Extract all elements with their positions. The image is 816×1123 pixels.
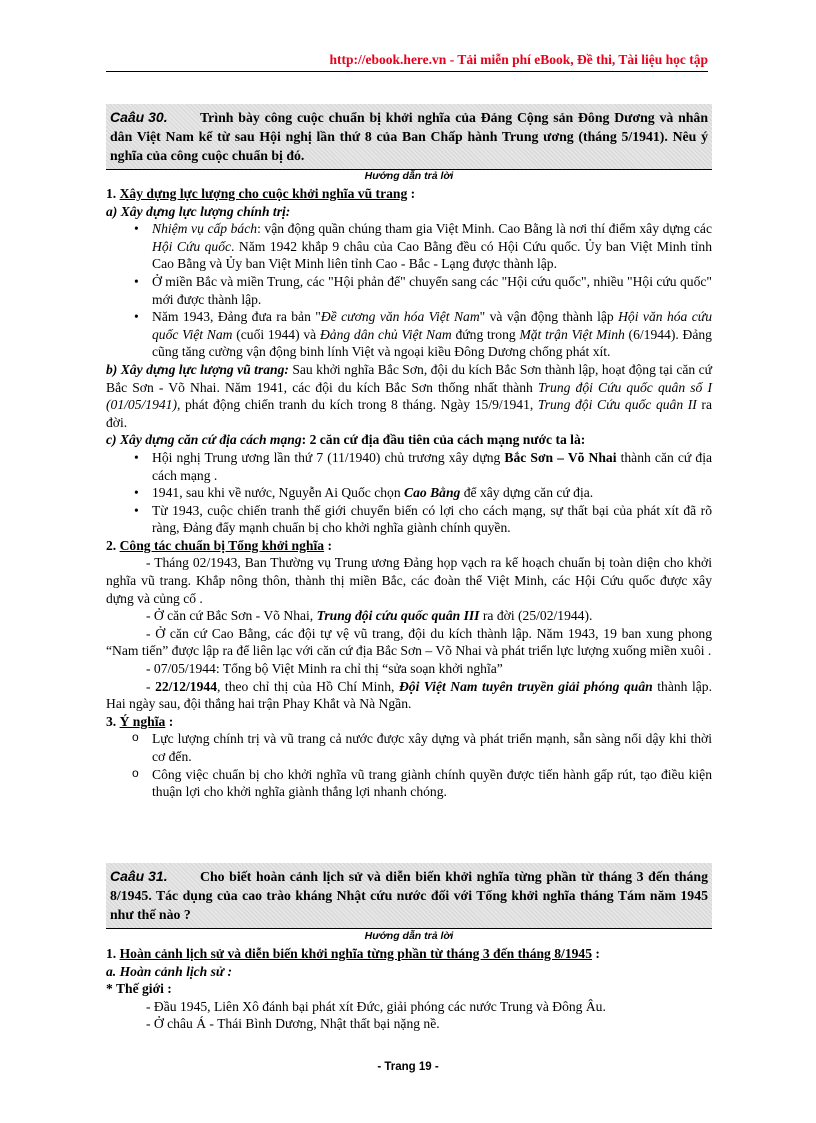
list-item: • Từ 1943, cuộc chiến tranh thế giới chuyển biến có lợi cho cách mạng, sự thất bại của phát xít đã rõ ràng, Đảng đẩy mạnh chuẩn bị cho khởi nghĩa giành chính quyền. — [146, 502, 712, 537]
list-item: • Ở miền Bắc và miền Trung, các "Hội phản đế" chuyển sang các "Hội cứu quốc", nhiều "Hội cứu quốc" mới được thành lập. — [146, 273, 712, 308]
q31-subsection-a-heading: a. Hoàn cảnh lịch sử : — [106, 963, 232, 979]
list-item: o Công việc chuẩn bị cho khởi nghĩa vũ trang giành chính quyền được tiến hành gấp rút, tạo điều kiện thuận lợi cho khởi nghĩa giành thắng lợi nhanh chóng. — [146, 766, 712, 801]
header-url-link[interactable]: http://ebook.here.vn — [329, 52, 447, 67]
question-31-box — [106, 863, 712, 929]
q31-line: - Ở châu Á - Thái Bình Dương, Nhật thất bại nặng nề. — [146, 1016, 440, 1032]
answer-guide-label-31: Hướng dẫn trả lời — [364, 930, 454, 942]
question-31-line1: Cho biết hoàn cảnh lịch sử và diễn biến khởi nghĩa từng phần từ tháng 3 đến tháng — [200, 869, 708, 884]
page-number: - Trang 19 - — [377, 1061, 439, 1073]
question-31-rest: 8/1945. Tác dụng của cao trào kháng Nhật cứu nước đối với Tổng khởi nghĩa tháng Tám năm 1945 như thế nào ? — [110, 888, 708, 922]
list-item: o Lực lượng chính trị và vũ trang cả nước được xây dựng và phát triển mạnh, sẵn sàng nổi dậy khi thời cơ đến. — [146, 730, 712, 765]
section-2-paragraph: - Ở căn cứ Cao Bằng, các đội tự vệ vũ trang, đội du kích thành lập. Năm 1943, 19 ban xung phong “Nam tiến” được lập ra để liên lạc với căn cứ địa Bắc Sơn – Võ Nhai và phát triển lực lượng xuống miền xuôi . — [106, 625, 712, 659]
answer-30-body — [106, 185, 712, 801]
page-header — [106, 51, 708, 72]
question-31-number: Caâu 31. — [110, 868, 168, 884]
q31-world-heading: * Thế giới : — [106, 981, 172, 997]
section-2-paragraph: - 22/12/1944, theo chỉ thị của Hồ Chí Minh, Đội Việt Nam tuyên truyền giải phóng quân thành lập. Hai ngày sau, đội thắng hai trận Phay Khắt và Nà Ngần. — [106, 678, 712, 712]
q31-line: - Đầu 1945, Liên Xô đánh bại phát xít Đức, giải phóng các nước Trung và Đông Âu. — [146, 998, 606, 1014]
list-item: • 1941, sau khi về nước, Nguyễn Ai Quốc chọn Cao Bằng để xây dựng căn cứ địa. — [146, 484, 712, 502]
question-30-rest: dân Việt Nam kể từ sau Hội nghị lần thứ 8 của Ban Chấp hành Trung ương (tháng 5/1941). Nêu ý nghĩa của công cuộc chuẩn bị đó. — [110, 129, 708, 163]
header-separator: - — [446, 52, 458, 67]
section-3-list — [146, 730, 712, 800]
subsection-a-heading: a) Xây dựng lực lượng chính trị: — [106, 203, 291, 219]
section-3-heading: 3. Ý nghĩa : — [106, 713, 174, 729]
list-item: • Năm 1943, Đảng đưa ra bản "Đề cương văn hóa Việt Nam" và vận động thành lập Hội văn hóa cứu quốc Việt Nam (cuối 1944) và Đảng dân chủ Việt Nam đứng trong Mặt trận Việt Minh (6/1944). Đảng cũng tăng cường vận động binh lính Việt và ngoại kiều Đông Dương chống phát xít. — [146, 308, 712, 361]
subsection-c-heading: c) Xây dựng căn cứ địa cách mạng: 2 căn cứ địa đầu tiên của cách mạng nước ta là: — [106, 432, 586, 448]
section-2-heading: 2. Công tác chuẩn bị Tổng khởi nghĩa : — [106, 537, 332, 553]
question-30-line1: Trình bày công cuộc chuẩn bị khởi nghĩa của Đảng Cộng sản Đông Dương và nhân — [200, 110, 708, 125]
question-30-number: Caâu 30. — [110, 109, 168, 125]
subsection-c-list — [146, 449, 712, 537]
section-2-paragraph: - Ở căn cứ Bắc Sơn - Võ Nhai, Trung đội cứu quốc quân III ra đời (25/02/1944). — [146, 608, 593, 624]
subsection-b-paragraph: b) Xây dựng lực lượng vũ trang: Sau khởi nghĩa Bắc Sơn, đội du kích Bắc Sơn thành lập, hoạt động tại căn cứ Bắc Sơn - Võ Nhai. Năm 1941, các đội du kích Bắc Sơn thống nhất thành Trung đội Cứu quốc quân số I (01/05/1941), phát động chiến tranh du kích trong 8 tháng. Ngày 15/9/1941, Trung đội Cứu quốc quân II ra đời. — [106, 361, 713, 430]
answer-guide-label-30: Hướng dẫn trả lời — [364, 170, 454, 182]
header-tagline: Tải miễn phí eBook, Đề thi, Tài liệu học tập — [457, 52, 708, 67]
section-2-paragraph: - 07/05/1944: Tổng bộ Việt Minh ra chỉ thị “sửa soạn khởi nghĩa” — [146, 661, 503, 677]
subsection-a-list — [146, 220, 712, 361]
list-item: • Hội nghị Trung ương lần thứ 7 (11/1940) chủ trương xây dựng Bắc Sơn – Võ Nhai thành căn cứ địa cách mạng . — [146, 449, 712, 484]
q31-section-1-heading: 1. Hoàn cảnh lịch sử và diễn biến khởi nghĩa từng phần từ tháng 3 đến tháng 8/1945 : — [106, 946, 600, 961]
list-item: • Nhiệm vụ cấp bách: vận động quần chúng tham gia Việt Minh. Cao Bằng là nơi thí điểm xây dựng các Hội Cứu quốc. Năm 1942 khắp 9 châu của Cao Bằng đều có Hội Cứu quốc. Ủy ban Việt Minh tỉnh Cao Bằng và Ủy ban Việt Minh liên tỉnh Cao - Bắc - Lạng được thành lập. — [146, 220, 712, 273]
section-1-heading: 1. Xây dựng lực lượng cho cuộc khởi nghĩa vũ trang : — [106, 186, 416, 201]
section-2-paragraph: - Tháng 02/1943, Ban Thường vụ Trung ương Đảng họp vạch ra kế hoạch chuẩn bị toàn diện cho khởi nghĩa vũ trang. Khắp nông thôn, thành thị miền Bắc, các đoàn thể Việt Minh, các Hội Cứu quốc được xây dựng và củng cố . — [106, 555, 712, 606]
question-30-box — [106, 104, 712, 170]
answer-31-body — [106, 945, 712, 1033]
